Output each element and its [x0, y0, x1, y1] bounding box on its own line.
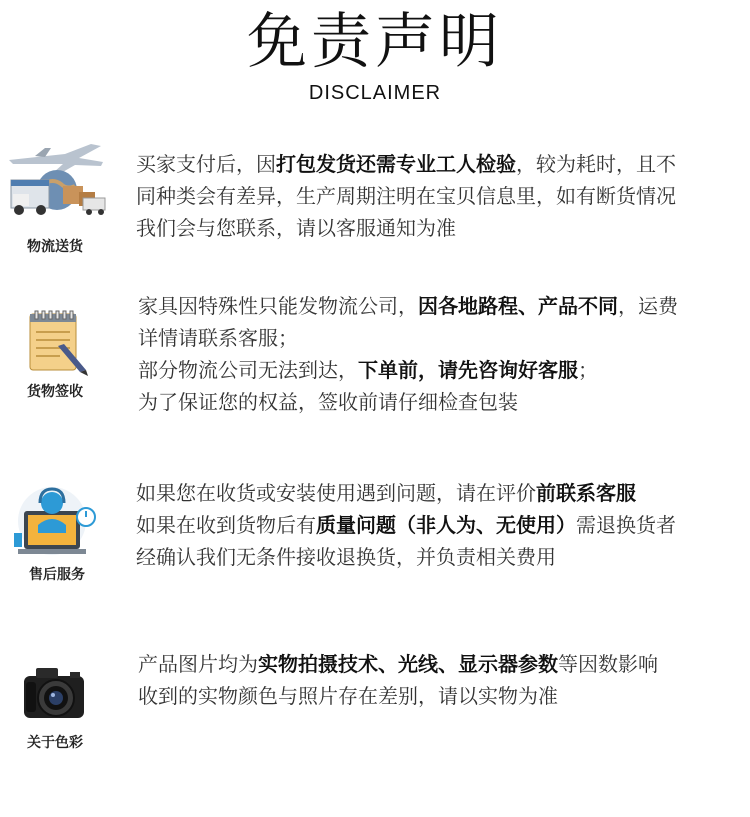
- section-label: 货物签收: [27, 384, 83, 400]
- text-line: [136, 541, 676, 573]
- text-segment: ；: [578, 358, 598, 382]
- section-logistics: [0, 140, 750, 260]
- emphasis-text: 打包发货还需专业工人检验: [276, 152, 516, 176]
- text-line: [136, 180, 676, 212]
- text-segment: 同种类会有差异，生产周期注明在宝贝信息里，如有断货情况: [136, 184, 676, 208]
- text-segment: 买家支付后，因: [136, 152, 276, 176]
- text-segment: 等因数影响: [558, 652, 658, 676]
- camera-icon: [0, 662, 110, 730]
- text-segment: ，运费: [618, 294, 678, 318]
- text-line: [138, 290, 678, 322]
- text-segment: 家具因特殊性只能发物流公司，: [138, 294, 418, 318]
- page-title: 免责声明: [247, 7, 503, 77]
- text-line: [136, 212, 676, 244]
- section-text: [138, 648, 658, 712]
- text-segment: 经确认我们无条件接收退换货，并负责相关费用: [136, 545, 556, 569]
- text-line: [136, 148, 676, 180]
- text-segment: 需退换货者: [576, 513, 676, 537]
- text-line: [138, 680, 658, 712]
- text-line: [138, 648, 658, 680]
- text-segment: 我们会与您联系，请以客服通知为准: [136, 216, 456, 240]
- text-segment: 如果在收到货物后有: [136, 513, 316, 537]
- text-segment: 为了保证您的权益，签收前请仔细检查包装: [138, 390, 518, 414]
- section-text: [138, 290, 678, 418]
- text-line: [136, 509, 676, 541]
- emphasis-text: 质量问题（非人为、无使用）: [316, 513, 576, 537]
- section-text: [136, 477, 676, 573]
- section-label: 关于色彩: [27, 735, 83, 751]
- section-after-sales: [0, 475, 750, 595]
- section-label: 物流送货: [27, 239, 83, 255]
- section-receipt: [0, 288, 750, 428]
- emphasis-text: 前联系客服: [536, 481, 636, 505]
- text-segment: 详情请联系客服；: [138, 326, 298, 350]
- section-label: 售后服务: [29, 567, 85, 583]
- text-segment: 收到的实物颜色与照片存在差别，请以实物为准: [138, 684, 558, 708]
- text-segment: 产品图片均为: [138, 652, 258, 676]
- emphasis-text: 因各地路程、产品不同: [418, 294, 618, 318]
- text-segment: ，较为耗时，且不: [516, 152, 676, 176]
- text-segment: 如果您在收货或安装使用遇到问题，请在评价: [136, 481, 536, 505]
- airplane-truck-icon: [2, 140, 112, 226]
- emphasis-text: 实物拍摄技术、光线、显示器参数: [258, 652, 558, 676]
- section-text: [136, 148, 676, 244]
- text-line: [136, 477, 676, 509]
- customer-service-icon: [0, 483, 110, 565]
- text-segment: 部分物流公司无法到达，: [138, 358, 358, 382]
- text-line: [138, 354, 678, 386]
- notepad-pencil-icon: [0, 310, 110, 380]
- text-line: [138, 386, 678, 418]
- section-color: [0, 644, 750, 764]
- page-subtitle: DISCLAIMER: [308, 82, 442, 104]
- emphasis-text: 下单前，请先咨询好客服: [358, 358, 578, 382]
- text-line: [138, 322, 678, 354]
